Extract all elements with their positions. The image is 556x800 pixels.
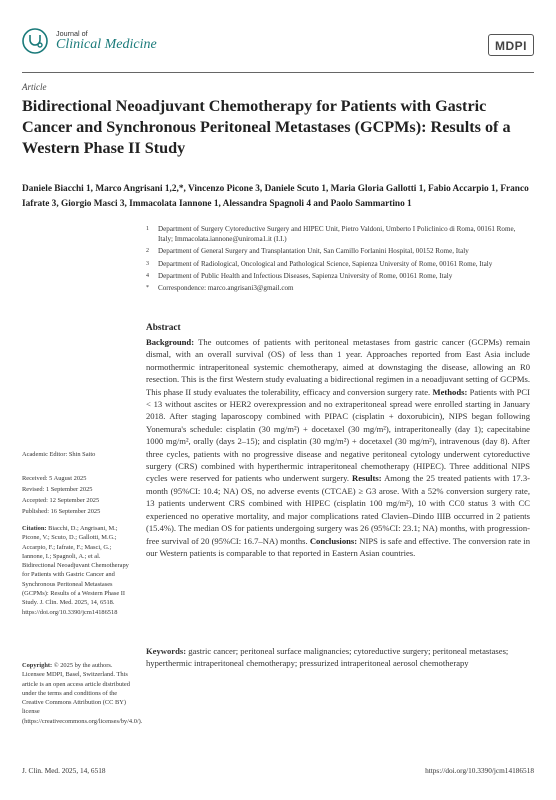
date-published: Published: 16 September 2025 — [22, 508, 101, 515]
author-list: Daniele Biacchi 1, Marco Angrisani 1,2,*, Vincenzo Picone 3, Daniele Scuto 1, Maria Gloria Gallotti 1, Fabio Accarpio 1, Franco Iafrate 3, Giorgio Masci 3, Immacolata Iannone 1, Alessandra Spagnoli 4 and Paolo Sammartino 1 — [22, 184, 529, 209]
methods-label: Methods: — [432, 386, 468, 397]
affiliation-item — [146, 259, 526, 269]
journal-logo-icon — [22, 28, 48, 54]
date-revised: Revised: 1 September 2025 — [22, 486, 93, 493]
journal-name-prefix: Journal of — [56, 29, 88, 38]
keywords — [146, 645, 530, 670]
keywords-label: Keywords: — [146, 646, 187, 656]
citation-label: Citation: — [22, 525, 47, 532]
affiliation-item — [146, 246, 526, 256]
affiliation-number: * — [146, 285, 149, 292]
affiliation-item — [146, 224, 526, 244]
background-text: The outcomes of patients with peritoneal metastases from gastric cancer (GCPMs) remain dismal, with an overall survival (OS) of less than 1 year. Approaches reported from East Asia include normothermic intraperitoneal systemic chemotherapy, aimed at downstaging the disease, allowing an R0 resection. This is the first Western study evaluating a bidirectional regimen in a neoadjuvant setting of GCPMs. This phase II study evaluates the tolerability, efficacy and conversion surgery rate. — [146, 337, 530, 397]
date-accepted: Accepted: 12 September 2025 — [22, 497, 100, 504]
conclusions-text: NIPS is safe and effective. The conversion rate in our Western patients is comparable to that reported in Eastern Asian countries. — [146, 535, 530, 558]
copyright-block — [22, 661, 143, 726]
correspondence — [146, 283, 526, 293]
footer-citation: J. Clin. Med. 2025, 14, 6518 — [22, 766, 106, 775]
affiliation-list — [146, 224, 526, 295]
academic-editor: Academic Editor: Shin Saito — [22, 451, 96, 458]
article-title: Bidirectional Neoadjuvant Chemotherapy for Patients with Gastric Cancer and Synchronous Peritoneal Metastases (GCPMs): Results of a Western Phase II Study — [22, 97, 511, 157]
abstract-body — [146, 336, 530, 559]
publisher-logo: MDPI — [488, 34, 534, 56]
affiliation-number: 1 — [146, 226, 149, 232]
footer-doi-link[interactable]: https://doi.org/10.3390/jcm14186518 — [425, 766, 534, 775]
affiliation-number: 2 — [146, 248, 149, 255]
abstract-heading: Abstract — [146, 323, 181, 333]
affiliation-number: 3 — [146, 260, 149, 267]
results-text: Among the 25 treated patients with 17.3-month (95%CI: 10.4; NA) OS, no adverse events (CTCAE) ≥ G3 arose. With a 52% conversion surgery rate, 13 patients underwent CRS combined with HIPEC (cisplatin 100 mg/m²), 10 with CC0 status 3 with CC experienced no operative mortality, and major complications rated Clavien–Dindo IIIB occurred in 2 patients (15.4%). The median OS for patients undergoing surgery was 26 (95%CI: 23.1; NA) months, with progression-free survival of 20 (95%CI: 16.7–NA) months. — [146, 473, 530, 546]
methods-text: Patients with PCI < 13 without ascites or HER2 overexpression and no extraperitoneal spread were enrolled starting in January 2018. After staging laparoscopy combined with PIPAC (cisplatin + doxorubicin), NIPS began following Yonemura's schedule: cisplatin (30 mg/m²) + docetaxel (30 mg/m²), intraperitoneally (day 1); capecitabine 1000 mg/m², orally (days 2–15); and cisplatin (30 mg/m²) + docetaxel (30 mg/m²), intravenous (day 8). After three cycles, patients with no progressive disease and negative peritoneal cytology underwent cytoreductive surgery (CRS) combined with hyperthermic intraperitoneal chemotherapy (HIPEC). Three additional NIPS cycles were reserved for patients who underwent surgery. — [146, 386, 530, 484]
date-received: Received: 5 August 2025 — [22, 475, 87, 482]
citation-text: Biacchi, D.; Angrisani, M.; Picone, V.; Scuto, D.; Gallotti, M.G.; Accarpio, F.; Iafrate, F.; Masci, G.; Iannone, I.; Spagnoli, A.; et al. Bidirectional Neoadjuvant Chemotherapy for Patients with Gastric Cancer and Synchronous Peritoneal Metastases (GCPMs): Results of a Western Phase II Study. J. Clin. Med. 2025, 14, 6518. https://doi.org/10.3390/jcm14186518 — [22, 525, 129, 616]
header-divider — [22, 72, 534, 73]
copyright-text: © 2025 by the authors. Licensee MDPI, Basel, Switzerland. This article is an open access article distributed under the terms and conditions of the Creative Commons Attribution (CC BY) license (https://creativecommons.org/licenses/by/4.0/). — [22, 662, 143, 725]
journal-name: Clinical Medicine — [56, 37, 157, 52]
affiliation-text: Department of Radiological, Oncological and Pathological Science, Sapienza University of Rome, 00161 Rome, Italy — [158, 259, 493, 268]
affiliation-text: Department of Surgery Cytoreductive Surgery and HIPEC Unit, Pietro Valdoni, Umberto I Policlinico di Roma, 00161 Rome, Italy; Immacolata.iannone@uniroma1.it (I.I.) — [158, 225, 516, 244]
results-label: Results: — [351, 473, 382, 484]
background-label: Background: — [146, 337, 195, 347]
article-type: Article — [22, 82, 47, 92]
conclusions-label: Conclusions: — [309, 535, 358, 546]
correspondence-text: Correspondence: marco.angrisani3@gmail.com — [158, 284, 294, 293]
affiliation-text: Department of Public Health and Infectious Diseases, Sapienza University of Rome, 00161 Rome, Italy — [158, 271, 453, 280]
citation-block — [22, 524, 134, 617]
affiliation-text: Department of General Surgery and Transplantation Unit, San Camillo Forlanini Hospital, 00152 Rome, Italy — [158, 247, 469, 256]
affiliation-number: 4 — [146, 272, 149, 279]
affiliation-item — [146, 271, 526, 281]
keywords-text: gastric cancer; peritoneal surface malignancies; cytoreductive surgery; peritoneal metastases; hyperthermic intraperitoneal chemotherapy; pressurized intraperitoneal aerosol chemotherapy — [146, 646, 509, 669]
copyright-label: Copyright: — [22, 662, 53, 669]
